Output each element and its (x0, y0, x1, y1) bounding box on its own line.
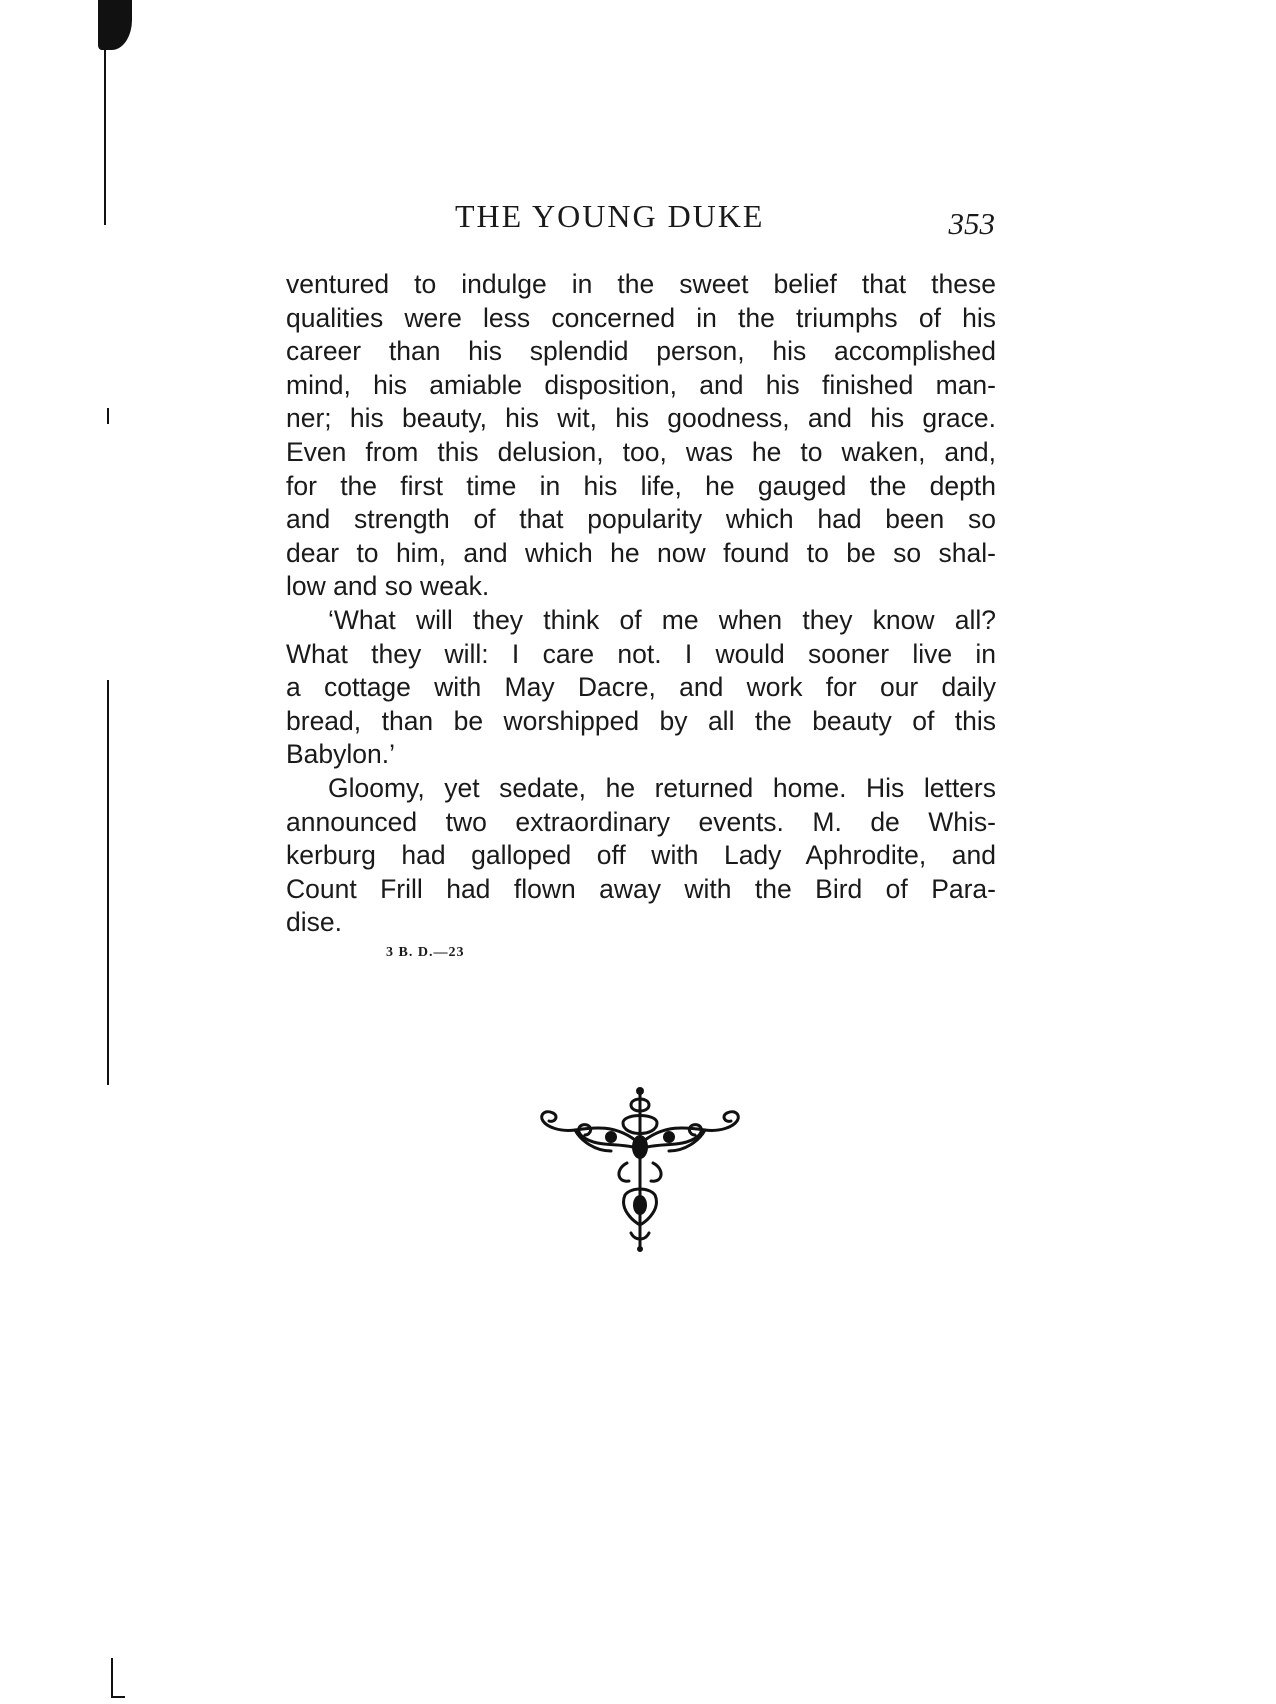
text-line: ner; his beauty, his wit, his goodness, and his grace. (286, 403, 996, 434)
text-line: for the first time in his life, he gauged the depth (286, 470, 996, 501)
text-line: ‘What will they think of me when they know all? (328, 604, 996, 635)
text-line: announced two extraordinary events. M. de Whis- (286, 806, 996, 837)
text-line: qualities were less concerned in the triumphs of his (286, 302, 996, 333)
text-line: dise. (286, 907, 342, 938)
scan-edge-line (107, 680, 109, 1085)
page-number: 353 (948, 206, 995, 241)
text-line: dear to him, and which he now found to be so shal- (286, 537, 996, 568)
text-line: bread, than be worshipped by all the beauty of this (286, 705, 996, 736)
text-line: mind, his amiable disposition, and his finished man- (286, 369, 996, 400)
text-line: kerburg had galloped off with Lady Aphrodite, and (286, 840, 996, 871)
running-title: THE YOUNG DUKE (455, 198, 765, 234)
text-line: low and so weak. (286, 571, 490, 602)
text-line: Gloomy, yet sedate, he returned home. His letters (328, 772, 996, 803)
tailpiece-ornament-icon (535, 1085, 745, 1255)
scan-corner-mark (111, 1696, 125, 1698)
text-line: ventured to indulge in the sweet belief that these (286, 269, 996, 299)
scan-edge-line (104, 0, 106, 225)
text-line: Count Frill had flown away with the Bird of Para- (286, 873, 996, 904)
scan-corner-mark (111, 1658, 113, 1698)
body-text (286, 268, 996, 940)
signature-mark: 3 B. D.—23 (386, 945, 465, 960)
text-line: a cottage with May Dacre, and work for our daily (286, 672, 996, 703)
text-line: Babylon.’ (286, 739, 396, 770)
text-line: Even from this delusion, too, was he to waken, and, (286, 436, 996, 467)
running-header (455, 198, 995, 248)
text-line: What they will: I care not. I would sooner live in (286, 638, 996, 669)
text-line: career than his splendid person, his accomplished (286, 336, 996, 367)
text-line: and strength of that popularity which had been so (286, 504, 996, 535)
scan-edge-tick (107, 408, 109, 424)
